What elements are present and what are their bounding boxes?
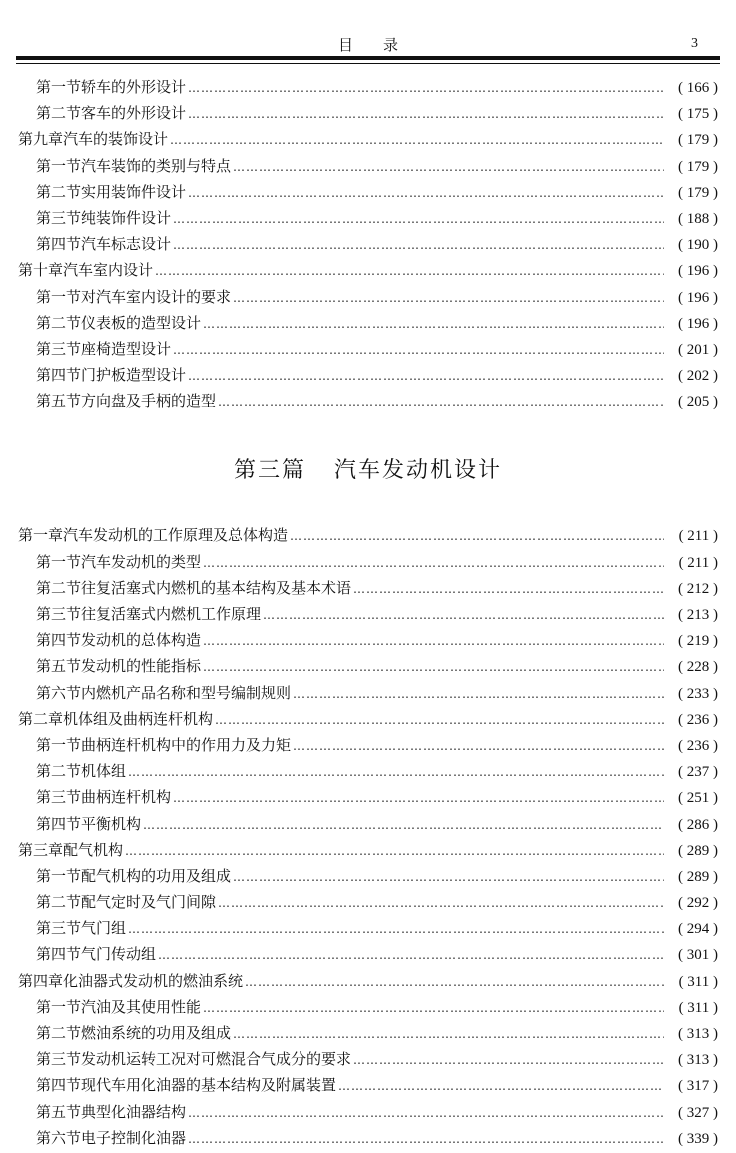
- entry-title: 仪表板的造型设计: [81, 313, 202, 332]
- entry-title: 气门传动组: [81, 945, 157, 964]
- dot-leader: [188, 186, 664, 200]
- entry-number: 第四节: [36, 631, 82, 650]
- toc-group-after: [18, 524, 718, 1153]
- entry-page: ( 289 ): [678, 842, 718, 859]
- dot-leader: [293, 739, 664, 753]
- entry-title: 客车的外形设计: [81, 104, 187, 123]
- entry-number: 第四节: [36, 366, 82, 385]
- entry-number: 第四节: [36, 814, 82, 833]
- entry-page: ( 313 ): [678, 1026, 718, 1042]
- entry-title: 机体组及曲柄连杆机构: [63, 709, 214, 728]
- entry-page: ( 236 ): [678, 737, 718, 754]
- toc-chapter-row: [18, 128, 718, 154]
- entry-number: 第三节: [36, 208, 82, 227]
- part-heading-title: 汽车发动机设计: [334, 457, 503, 483]
- entry-title: 典型化油器结构: [81, 1102, 187, 1121]
- entry-page: ( 289 ): [678, 868, 718, 885]
- dot-leader: [233, 870, 664, 884]
- entry-title: 曲柄连杆机构: [81, 788, 172, 807]
- dot-leader: [155, 264, 664, 278]
- toc-section-row: [18, 786, 718, 812]
- toc-section-row: [18, 181, 718, 207]
- toc-section-row: [18, 338, 718, 364]
- entry-page: ( 201 ): [678, 341, 718, 358]
- entry-number: 第四节: [36, 945, 82, 964]
- entry-number: 第六节: [36, 683, 82, 702]
- dot-leader: [203, 634, 664, 648]
- entry-page: ( 166 ): [678, 80, 718, 96]
- toc-section-row: [18, 577, 718, 603]
- entry-number: 第三节: [36, 788, 82, 807]
- dot-leader: [233, 291, 664, 305]
- entry-title: 汽车的装饰设计: [63, 130, 169, 149]
- entry-page: ( 311 ): [678, 973, 718, 990]
- entry-title: 化油器式发动机的燃油系统: [63, 971, 244, 990]
- toc-section-row: [18, 286, 718, 312]
- dot-leader: [245, 975, 664, 989]
- entry-title: 机体组: [81, 762, 127, 781]
- dot-leader: [293, 687, 664, 701]
- entry-page: ( 251 ): [678, 790, 718, 807]
- entry-number: 第九章: [18, 130, 64, 149]
- page-number: 3: [691, 36, 698, 51]
- toc-section-row: [18, 1074, 718, 1100]
- dot-leader: [188, 107, 664, 121]
- toc-chapter-row: [18, 524, 718, 550]
- entry-page: ( 211 ): [678, 554, 718, 571]
- entry-title: 汽车标志设计: [81, 235, 172, 254]
- toc-section-row: [18, 155, 718, 181]
- toc-group-before: [18, 76, 718, 416]
- entry-number: 第四章: [18, 971, 64, 990]
- entry-page: ( 219 ): [678, 633, 718, 650]
- entry-page: ( 339 ): [678, 1130, 718, 1147]
- dot-leader: [170, 133, 664, 147]
- entry-page: ( 327 ): [678, 1104, 718, 1121]
- toc-section-row: [18, 996, 718, 1022]
- entry-number: 第五节: [36, 392, 82, 411]
- entry-page: ( 237 ): [678, 764, 718, 781]
- dot-leader: [203, 317, 664, 331]
- toc-section-row: [18, 682, 718, 708]
- entry-number: 第一节: [36, 552, 82, 571]
- entry-page: ( 292 ): [678, 895, 718, 912]
- entry-page: ( 211 ): [678, 528, 718, 545]
- toc-section-row: [18, 1127, 718, 1153]
- toc-section-row: [18, 551, 718, 577]
- dot-leader: [173, 238, 664, 252]
- entry-page: ( 196 ): [678, 315, 718, 332]
- toc-section-row: [18, 734, 718, 760]
- entry-number: 第三节: [36, 339, 82, 358]
- entry-page: ( 175 ): [678, 106, 718, 123]
- dot-leader: [203, 660, 664, 674]
- toc-section-row: [18, 891, 718, 917]
- entry-title: 对汽车室内设计的要求: [81, 287, 232, 306]
- page-header: [16, 30, 720, 58]
- toc-chapter-row: [18, 970, 718, 996]
- entry-number: 第二节: [36, 313, 82, 332]
- dot-leader: [218, 896, 664, 910]
- entry-number: 第一节: [36, 997, 82, 1016]
- entry-number: 第三节: [36, 605, 82, 623]
- toc-section-row: [18, 102, 718, 128]
- dot-leader: [203, 1001, 664, 1015]
- toc-section-row: [18, 760, 718, 786]
- dot-leader: [188, 81, 664, 95]
- dot-leader: [233, 160, 664, 174]
- dot-leader: [263, 608, 664, 622]
- entry-title: 纯装饰件设计: [81, 208, 172, 227]
- toc-section-row: [18, 312, 718, 338]
- entry-page: ( 213 ): [678, 607, 718, 623]
- entry-number: 第一章: [18, 526, 64, 545]
- dot-leader: [290, 529, 664, 543]
- dot-leader: [143, 818, 664, 832]
- toc-section-row: [18, 917, 718, 943]
- entry-title: 现代车用化油器的基本结构及附属装置: [81, 1076, 337, 1095]
- entry-number: 第二节: [36, 893, 82, 912]
- entry-title: 发动机运转工况对可燃混合气成分的要求: [81, 1050, 352, 1069]
- entry-page: ( 311 ): [678, 999, 718, 1016]
- entry-title: 方向盘及手柄的造型: [81, 392, 217, 411]
- entry-number: 第二节: [36, 182, 82, 201]
- entry-title: 配气机构: [63, 840, 124, 859]
- dot-leader: [188, 1132, 664, 1146]
- entry-title: 往复活塞式内燃机工作原理: [81, 605, 262, 623]
- entry-page: ( 294 ): [678, 921, 718, 938]
- entry-title: 座椅造型设计: [81, 339, 172, 358]
- toc-chapter-row: [18, 259, 718, 285]
- dot-leader: [173, 212, 664, 226]
- entry-number: 第一节: [36, 287, 82, 306]
- part-heading: [18, 416, 718, 524]
- entry-page: ( 202 ): [678, 368, 718, 385]
- dot-leader: [218, 395, 664, 409]
- dot-leader: [338, 1079, 664, 1093]
- entry-title: 门护板造型设计: [81, 366, 187, 385]
- entry-page: ( 317 ): [678, 1078, 718, 1095]
- dot-leader: [173, 791, 664, 805]
- toc-section-row: [18, 364, 718, 390]
- toc-section-row: [18, 390, 718, 416]
- entry-title: 气门组: [81, 919, 127, 938]
- dot-leader: [128, 922, 664, 936]
- toc-section-row: [18, 1101, 718, 1127]
- dot-leader: [353, 1053, 664, 1067]
- entry-page: ( 301 ): [678, 947, 718, 964]
- entry-title: 汽车装饰的类别与特点: [81, 156, 232, 175]
- entry-number: 第四节: [36, 235, 82, 254]
- entry-number: 第三章: [18, 840, 64, 859]
- entry-number: 第二节: [36, 104, 82, 123]
- dot-leader: [128, 765, 664, 779]
- dot-leader: [353, 582, 664, 596]
- toc-chapter-row: [18, 839, 718, 865]
- dot-leader: [233, 1027, 664, 1041]
- entry-title: 发动机的性能指标: [81, 657, 202, 676]
- entry-title: 配气机构的功用及组成: [81, 866, 232, 885]
- toc-section-row: [18, 865, 718, 891]
- entry-page: ( 196 ): [678, 289, 718, 306]
- entry-title: 电子控制化油器: [81, 1128, 187, 1147]
- entry-number: 第二节: [36, 1024, 82, 1042]
- toc-section-row: [18, 655, 718, 681]
- toc-section-row: [18, 233, 718, 259]
- entry-number: 第十章: [18, 261, 64, 280]
- entry-number: 第三节: [36, 919, 82, 938]
- entry-page: ( 179 ): [678, 184, 718, 201]
- dot-leader: [203, 556, 664, 570]
- entry-page: ( 205 ): [678, 394, 718, 411]
- dot-leader: [158, 948, 664, 962]
- entry-page: ( 233 ): [678, 685, 718, 702]
- entry-title: 配气定时及气门间隙: [81, 893, 217, 912]
- dot-leader: [188, 1106, 664, 1120]
- entry-title: 轿车的外形设计: [81, 78, 187, 96]
- toc-section-row: [18, 813, 718, 839]
- entry-number: 第五节: [36, 657, 82, 676]
- entry-page: ( 212 ): [678, 580, 718, 597]
- entry-number: 第三节: [36, 1050, 82, 1069]
- toc-section-row: [18, 1048, 718, 1074]
- entry-title: 实用装饰件设计: [81, 182, 187, 201]
- entry-number: 第二章: [18, 709, 64, 728]
- entry-title: 燃油系统的功用及组成: [81, 1024, 232, 1042]
- entry-number: 第五节: [36, 1102, 82, 1121]
- toc-section-row: [18, 76, 718, 102]
- entry-page: ( 196 ): [678, 263, 718, 280]
- entry-number: 第二节: [36, 578, 82, 597]
- entry-number: 第一节: [36, 78, 82, 96]
- entry-number: 第一节: [36, 156, 82, 175]
- table-of-contents: [18, 76, 718, 1153]
- entry-page: ( 236 ): [678, 711, 718, 728]
- entry-title: 往复活塞式内燃机的基本结构及基本术语: [81, 578, 352, 597]
- header-rule-thin: [16, 63, 720, 64]
- toc-chapter-row: [18, 708, 718, 734]
- entry-page: ( 188 ): [678, 210, 718, 227]
- entry-page: ( 313 ): [678, 1052, 718, 1069]
- toc-section-row: [18, 943, 718, 969]
- entry-page: ( 179 ): [678, 158, 718, 175]
- header-title: 目录: [337, 36, 428, 54]
- header-rule-thick: [16, 56, 720, 60]
- entry-title: 汽车发动机的工作原理及总体构造: [63, 526, 289, 545]
- entry-title: 内燃机产品名称和型号编制规则: [81, 683, 292, 702]
- part-heading-num: 第三篇: [233, 457, 306, 483]
- entry-page: ( 179 ): [678, 132, 718, 149]
- toc-section-row: [18, 207, 718, 233]
- toc-section-row: [18, 629, 718, 655]
- entry-number: 第一节: [36, 866, 82, 885]
- dot-leader: [125, 844, 664, 858]
- entry-title: 平衡机构: [81, 814, 142, 833]
- dot-leader: [188, 369, 664, 383]
- entry-number: 第六节: [36, 1128, 82, 1147]
- entry-page: ( 228 ): [678, 659, 718, 676]
- entry-number: 第二节: [36, 762, 82, 781]
- toc-section-row: [18, 603, 718, 629]
- entry-page: ( 190 ): [678, 237, 718, 254]
- entry-title: 曲柄连杆机构中的作用力及力矩: [81, 735, 292, 754]
- entry-title: 汽车发动机的类型: [81, 552, 202, 571]
- entry-page: ( 286 ): [678, 816, 718, 833]
- entry-number: 第四节: [36, 1076, 82, 1095]
- toc-section-row: [18, 1022, 718, 1048]
- entry-number: 第一节: [36, 735, 82, 754]
- dot-leader: [215, 713, 664, 727]
- entry-title: 汽油及其使用性能: [81, 997, 202, 1016]
- entry-title: 汽车室内设计: [63, 261, 154, 280]
- dot-leader: [173, 343, 664, 357]
- entry-title: 发动机的总体构造: [81, 631, 202, 650]
